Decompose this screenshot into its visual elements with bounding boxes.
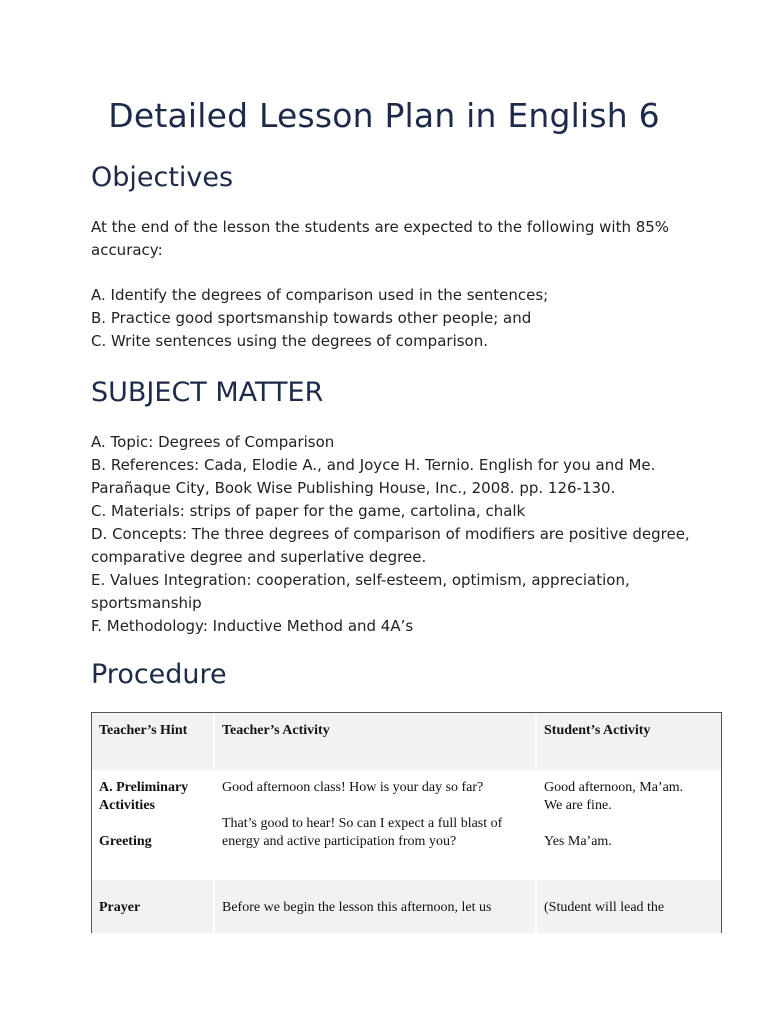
objectives-heading: Objectives — [91, 162, 234, 193]
row-student-activity — [544, 779, 716, 851]
spacer — [544, 815, 716, 833]
objective-item: C. Write sentences using the degrees of comparison. — [91, 332, 489, 350]
subject-matter-line: B. References: Cada, Elodie A., and Joyce H. Ternio. English for you and Me. — [91, 456, 656, 474]
objectives-intro-line: At the end of the lesson the students are expected to the following with 85% — [91, 218, 670, 236]
subject-matter-line: A. Topic: Degrees of Comparison — [91, 433, 335, 451]
hint-line: Greeting — [99, 834, 152, 849]
subject-matter-line: E. Values Integration: cooperation, self-esteem, optimism, appreciation, — [91, 571, 630, 589]
document-title: Detailed Lesson Plan in English 6 — [108, 96, 660, 135]
objective-item: B. Practice good sportsmanship towards other people; and — [91, 309, 532, 327]
student-line: Good afternoon, Ma’am. — [544, 780, 684, 795]
table-header-row — [92, 713, 721, 770]
table-row — [92, 770, 721, 880]
row-student-activity: (Student will lead the — [544, 900, 665, 915]
subject-matter-heading: SUBJECT MATTER — [91, 377, 324, 408]
row-hint — [99, 779, 211, 851]
column-divider — [213, 713, 215, 933]
row-teacher-activity — [222, 779, 532, 851]
subject-matter-line: Parañaque City, Book Wise Publishing House, Inc., 2008. pp. 126-130. — [91, 479, 616, 497]
subject-matter-line: comparative degree and superlative degree. — [91, 548, 427, 566]
teacher-line: That’s good to hear! So can I expect a full blast of — [222, 816, 503, 831]
hint-line: Activities — [99, 798, 155, 813]
row-teacher-activity: Before we begin the lesson this afternoon, let us — [222, 900, 492, 915]
row-hint: Prayer — [99, 900, 141, 915]
objectives-intro — [91, 216, 691, 262]
student-line: Yes Ma’am. — [544, 834, 612, 849]
header-teachers-activity: Teacher’s Activity — [222, 723, 330, 738]
teacher-line: Good afternoon class! How is your day so far? — [222, 780, 484, 795]
header-teachers-hint: Teacher’s Hint — [99, 723, 188, 738]
subject-matter-line: F. Methodology: Inductive Method and 4A’s — [91, 617, 414, 635]
header-students-activity: Student’s Activity — [544, 723, 651, 738]
subject-matter-line: D. Concepts: The three degrees of comparison of modifiers are positive degree, — [91, 525, 690, 543]
spacer — [222, 797, 532, 815]
objectives-intro-line: accuracy: — [91, 241, 163, 259]
teacher-line: energy and active participation from you? — [222, 834, 457, 849]
objective-item: A. Identify the degrees of comparison used in the sentences; — [91, 286, 549, 304]
procedure-heading: Procedure — [91, 659, 227, 690]
procedure-table — [91, 712, 722, 933]
subject-matter-list — [91, 431, 691, 638]
objectives-list — [91, 284, 691, 353]
column-divider — [535, 713, 537, 933]
table-row — [92, 880, 721, 933]
subject-matter-line: C. Materials: strips of paper for the game, cartolina, chalk — [91, 502, 526, 520]
hint-line: A. Preliminary — [99, 780, 189, 795]
subject-matter-line: sportsmanship — [91, 594, 202, 612]
student-line: We are fine. — [544, 798, 612, 813]
spacer — [99, 815, 211, 833]
